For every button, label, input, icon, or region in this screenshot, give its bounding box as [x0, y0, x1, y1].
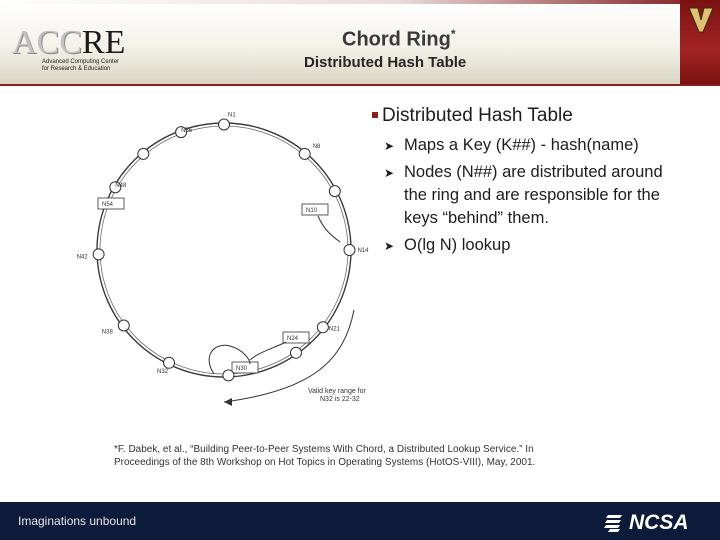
ring-node-n32 — [164, 357, 175, 368]
ring-node-n42 — [93, 249, 104, 260]
arrow-bullet-icon: ➤ — [384, 239, 395, 253]
slide-subtitle: Distributed Hash Table — [304, 54, 467, 71]
ring-node-n54 — [138, 148, 149, 159]
ring-node-label: N32 — [157, 368, 169, 375]
ncsa-stripes-icon — [604, 513, 626, 533]
bullet-item: ➤ Nodes (N##) are distributed around the ring and are responsible for the keys “behind” them. — [384, 163, 663, 227]
ring-node-label: N1 — [228, 112, 236, 119]
header-top-band — [0, 0, 720, 4]
arrow-bullet-icon: ➤ — [384, 139, 395, 153]
ring-node-n1 — [219, 119, 230, 130]
ring-node-label: N14 — [357, 248, 369, 254]
ring-node-n24 — [291, 347, 302, 358]
bullet-item: ➤ O(lg N) lookup — [370, 234, 680, 257]
vanderbilt-v-logo — [688, 6, 714, 34]
accre-logo-wordmark: ACCRE — [12, 24, 126, 61]
footer-tagline: Imaginations unbound — [18, 514, 137, 528]
ring-node-label: N54 — [102, 202, 114, 208]
ring-node-n10 — [329, 186, 340, 197]
bullet-item: ➤ Maps a Key (K##) - hash(name) — [370, 134, 680, 157]
ring-node-n8 — [299, 148, 310, 159]
square-bullet-icon — [372, 112, 378, 118]
header-divider — [0, 84, 720, 86]
accre-logo — [12, 26, 134, 80]
chord-ring-nodes — [74, 112, 374, 420]
ring-node-label: N42 — [76, 254, 88, 261]
slide-title: Chord Ring* — [342, 27, 456, 51]
header-right-band — [680, 0, 720, 84]
accre-logo-subtitle: Advanced Computing Center for Research & Education — [42, 59, 120, 72]
ring-node-label: N21 — [328, 326, 340, 333]
valid-range-annotation: Valid key range for N32 is 22-32 — [308, 388, 366, 403]
ring-node-n14 — [344, 245, 355, 256]
ring-node-n38 — [118, 320, 129, 331]
ncsa-logo — [604, 510, 714, 536]
ncsa-wordmark: NCSA — [629, 511, 689, 534]
ring-node-label: N48 — [115, 183, 127, 190]
content-panel — [370, 104, 670, 261]
ring-node-label: N10 — [306, 208, 318, 214]
ring-node-label: N8 — [312, 143, 321, 150]
ring-node-label: N56 — [181, 128, 193, 135]
arrow-bullet-icon: ➤ — [384, 166, 395, 180]
ring-node-label: N38 — [101, 329, 113, 336]
ring-node-label: N30 — [236, 366, 248, 372]
title-footnote-marker: * — [450, 27, 456, 41]
citation-footnote: *F. Dabek, et al., “Building Peer-to-Peer Systems With Chord, a Distributed Lookup Service.” In Proceedings of the 8th Workshop on Hot Topics in Operating Systems (HotOS-VIII), May, 2001. — [114, 444, 536, 468]
ring-node-label: N24 — [287, 336, 299, 342]
ring-node-n21 — [317, 322, 328, 333]
ring-node-n30 — [223, 370, 234, 381]
panel-heading: Distributed Hash Table — [370, 104, 670, 128]
bullet-list — [370, 134, 670, 257]
